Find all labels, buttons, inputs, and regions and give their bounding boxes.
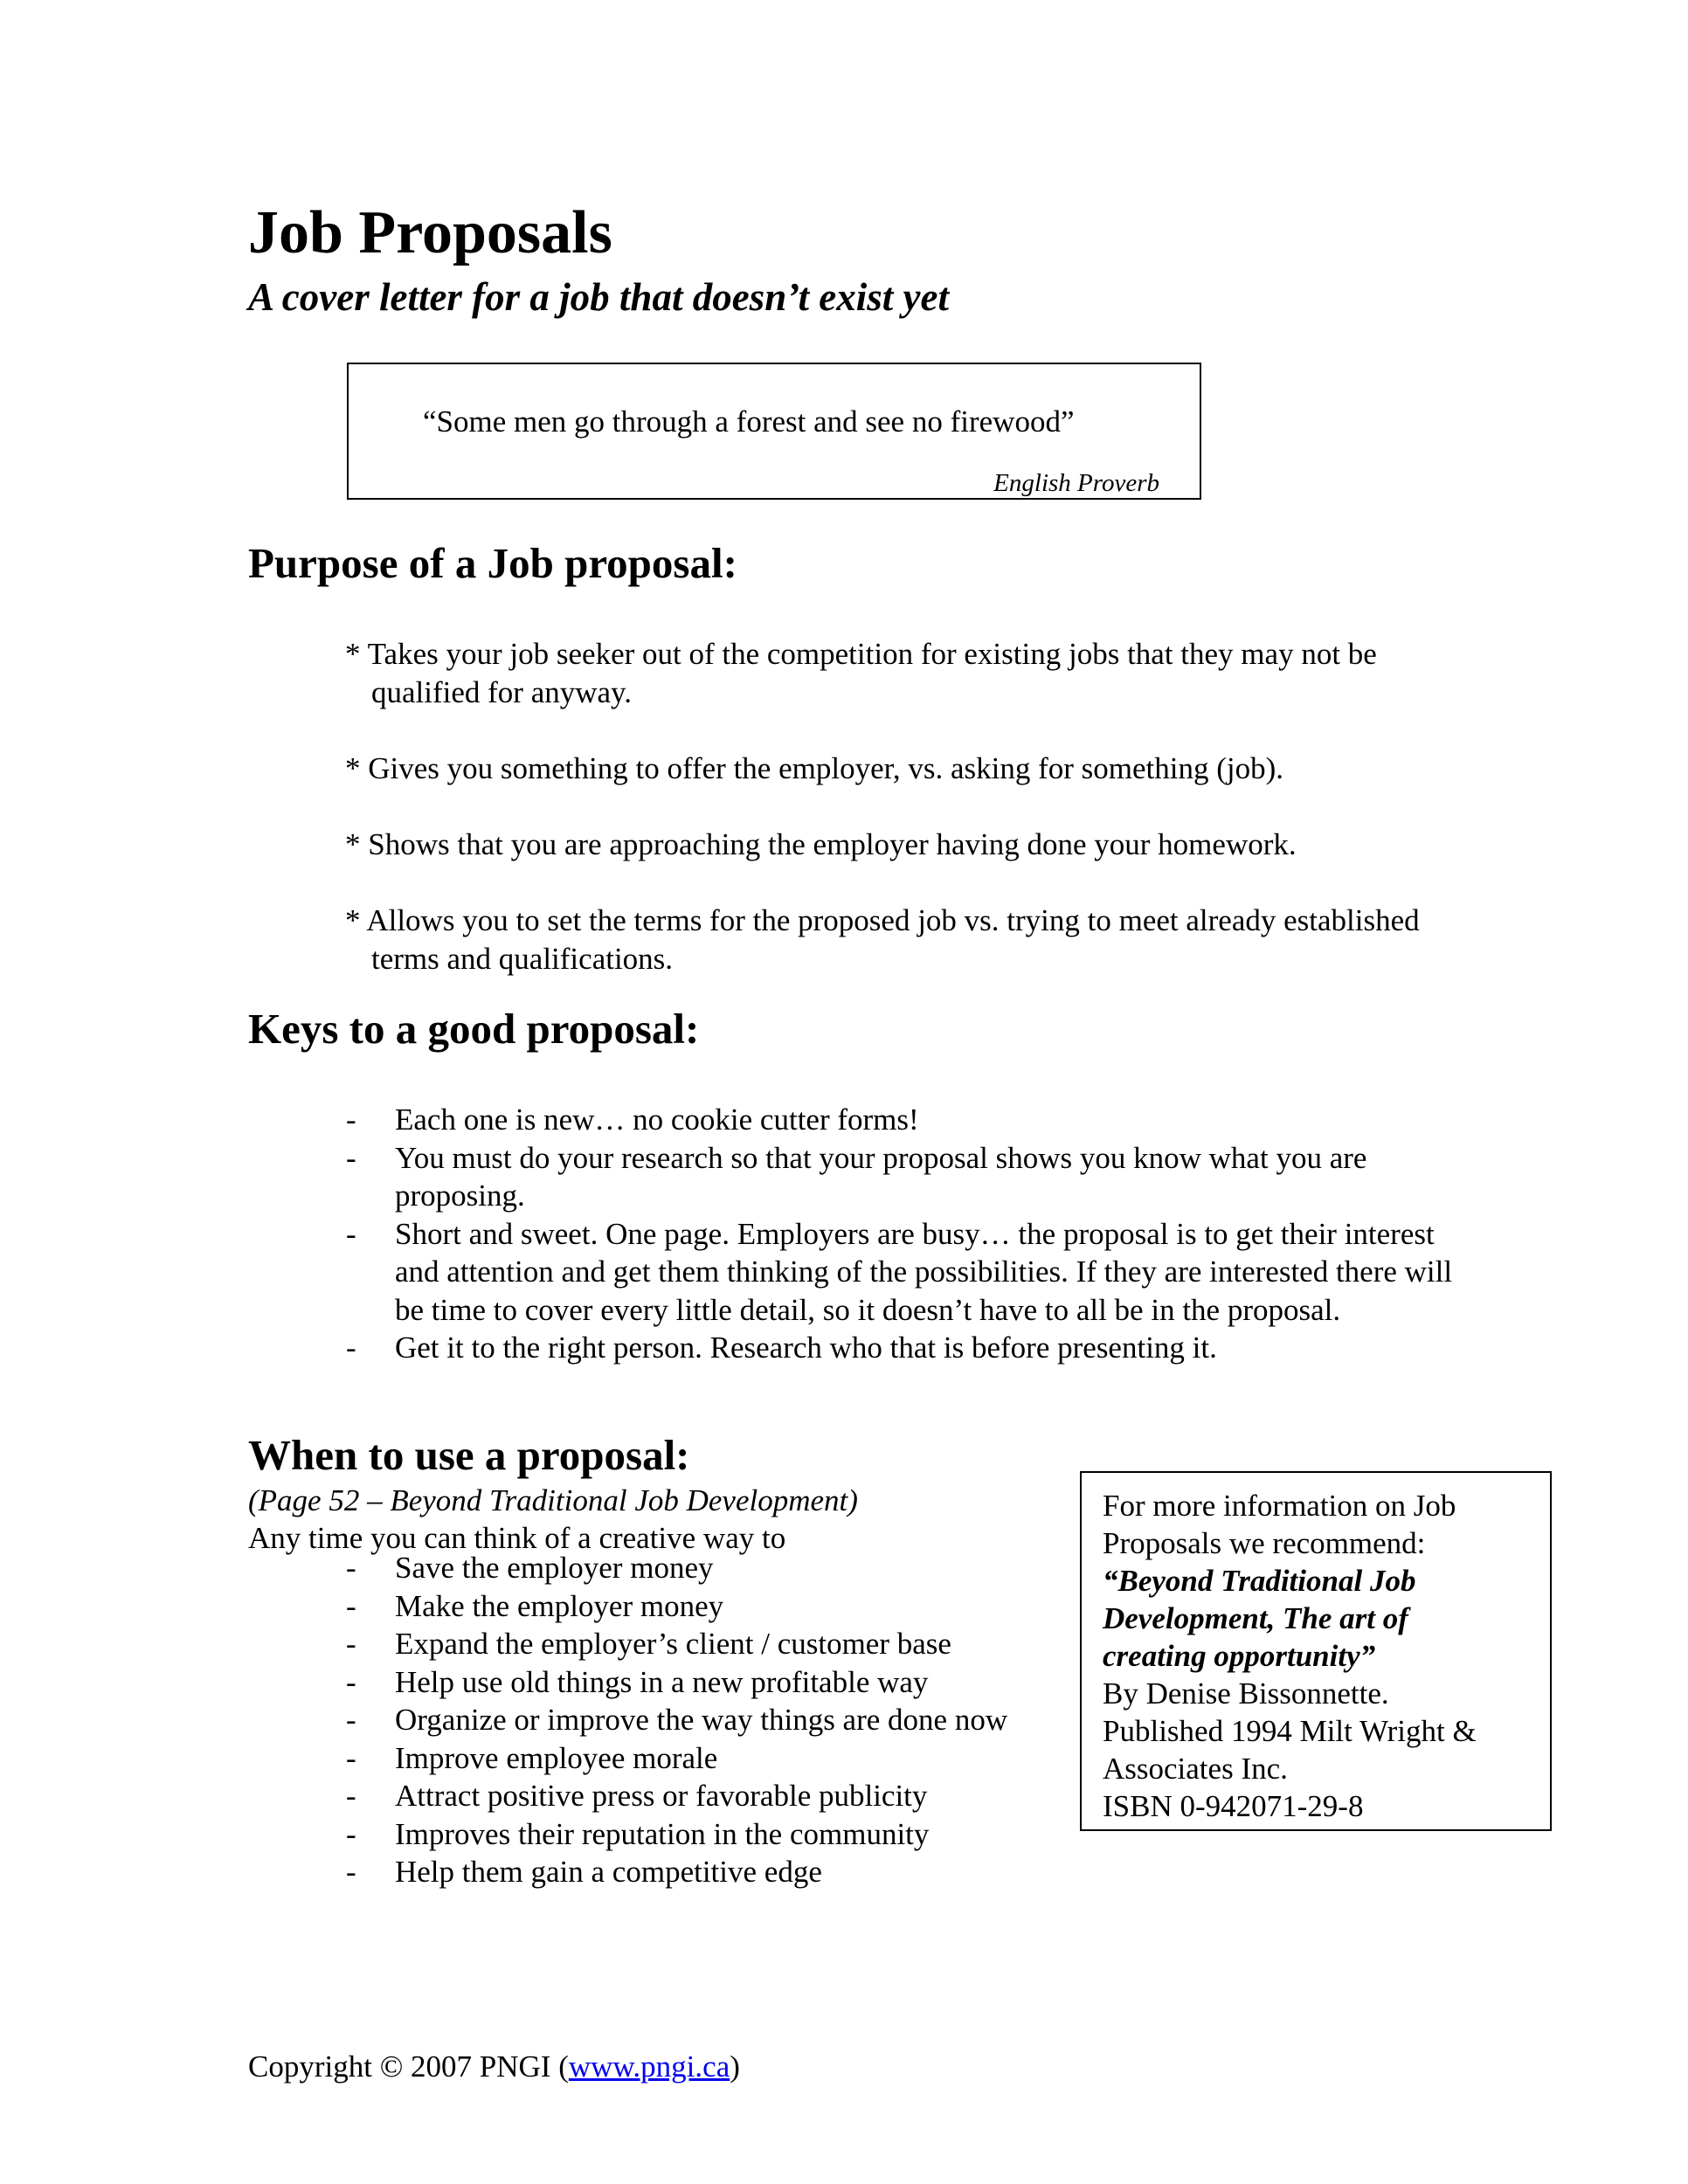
list-item: - Make the employer money [346,1588,724,1623]
copyright-text: Copyright © 2007 PNGI ( [248,2049,569,2084]
book-author: By Denise Bissonnette. [1103,1676,1389,1711]
list-item: - Get it to the right person. Research who that is before presenting it. [346,1330,1217,1365]
keys-list [346,1101,1473,1367]
isbn: ISBN 0-942071-29-8 [1103,1789,1364,1823]
copyright-close: ) [730,2049,740,2084]
list-item: * Gives you something to offer the employer, vs. asking for something (job). [345,751,1284,785]
quote-author: English Proverb [993,469,1159,497]
book-title-line: creating opportunity” [1103,1639,1376,1673]
when-list [346,1549,1097,1891]
keys-heading: Keys to a good proposal: [248,1005,700,1053]
quote-box [347,363,1201,500]
when-heading: When to use a proposal: [248,1431,690,1479]
footer-copyright [248,2051,740,2082]
when-reference: (Page 52 – Beyond Traditional Job Development) [248,1483,858,1517]
info-line: For more information on Job [1103,1489,1456,1523]
list-item: - Save the employer money [346,1551,714,1585]
publisher-line: Associates Inc. [1103,1752,1288,1786]
list-item: - Short and sweet. One page. Employers are busy… the proposal is to get their interest and attention and get them thinking of the possibilities. If they are interested there will be time to cover every little detail, so it doesn’t have to all be in the proposal. [346,1216,1453,1327]
book-title-line: “Beyond Traditional Job [1103,1564,1416,1598]
list-item: - Expand the employer’s client / customer base [346,1627,951,1661]
purpose-list [345,635,1472,978]
info-line: Proposals we recommend: [1103,1526,1426,1560]
list-item: - Organize or improve the way things are done now [346,1703,1008,1737]
book-title-line: Development, The art of [1103,1601,1408,1635]
publisher-line: Published 1994 Milt Wright & [1103,1714,1477,1748]
page-title: Job Proposals [248,199,612,266]
list-item: - Help use old things in a new profitable way [346,1664,929,1699]
info-box [1080,1471,1552,1831]
list-item: - Improve employee morale [346,1740,718,1775]
page-subtitle: A cover letter for a job that doesn’t exist yet [248,275,949,319]
list-item: * Shows that you are approaching the employer having done your homework. [345,827,1297,861]
list-item: - Each one is new… no cookie cutter forms! [346,1102,919,1137]
list-item: - Help them gain a competitive edge [346,1855,822,1889]
list-item: * Allows you to set the terms for the proposed job vs. trying to meet already established terms and qualifications. [345,903,1420,976]
website-link[interactable]: www.pngi.ca [568,2049,730,2084]
purpose-heading: Purpose of a Job proposal: [248,539,737,587]
list-item: - You must do your research so that your proposal shows you know what you are proposing. [346,1140,1367,1213]
list-item: - Attract positive press or favorable publicity [346,1779,928,1813]
when-intro: Any time you can think of a creative way to [248,1521,786,1555]
quote-text: “Some men go through a forest and see no firewood” [423,404,1075,439]
list-item: * Takes your job seeker out of the competition for existing jobs that they may not be qualified for anyway. [345,637,1377,709]
list-item: - Improves their reputation in the community [346,1816,930,1851]
